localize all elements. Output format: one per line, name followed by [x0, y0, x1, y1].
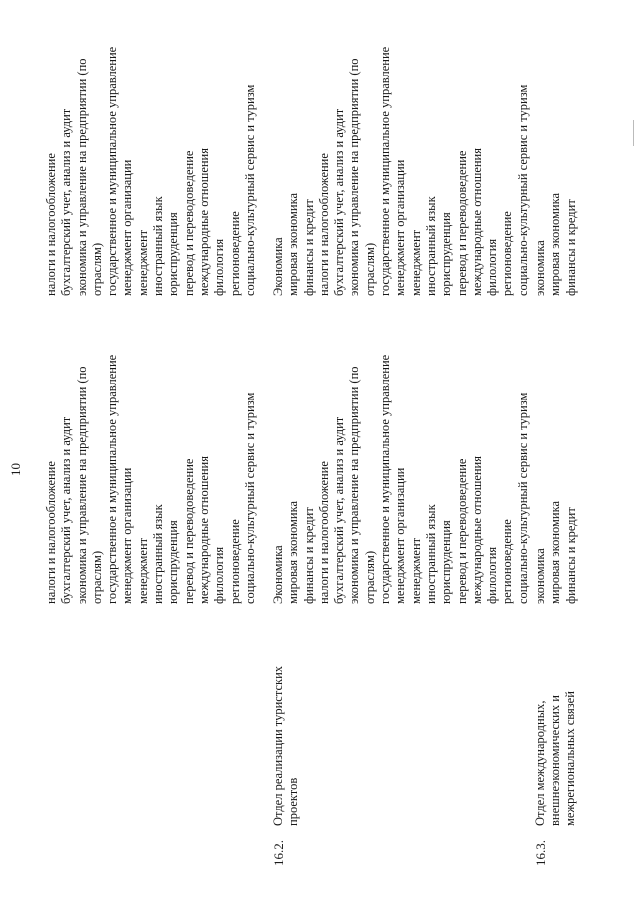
list-item: отраслям) [89, 242, 104, 296]
list-item: социально-культурный сервис и туризм [515, 392, 530, 604]
specialties-column-a [533, 304, 579, 604]
list-item: мировая экономика [548, 192, 563, 296]
list-item: международные отношения [196, 456, 211, 604]
list-item: менеджмент [135, 537, 150, 604]
list-item: экономика и управление на предприятии (по [347, 58, 362, 296]
list-item: мировая экономика [286, 500, 301, 604]
list-item: менеджмент организации [120, 467, 135, 604]
list-item: отраслям) [362, 242, 377, 296]
list-item: государственное и муниципальное управление [105, 354, 120, 604]
list-item: государственное и муниципальное управление [378, 354, 393, 604]
list-item: филология [485, 238, 500, 296]
list-item: международные отношения [196, 148, 211, 296]
list-item: менеджмент [135, 229, 150, 296]
list-item: государственное и муниципальное управление [378, 46, 393, 296]
list-item: регионоведение [500, 211, 515, 296]
list-item: регионоведение [500, 519, 515, 604]
list-item: экономика и управление на предприятии (по [74, 58, 89, 296]
list-item: филология [485, 546, 500, 604]
list-item: экономика и управление на предприятии (по [347, 366, 362, 604]
list-item: бухгалтерский учет, анализ и аудит [59, 416, 74, 604]
list-item: филология [212, 546, 227, 604]
list-item: отраслям) [362, 550, 377, 604]
department-name: Отдел международных, внешнеэкономических и межрегиональных связей [533, 691, 578, 826]
specialties-column-b [533, 0, 579, 296]
list-item: регионоведение [227, 211, 242, 296]
list-item: экономика [533, 548, 547, 604]
list-item: менеджмент [408, 229, 423, 296]
list-item: иностранный язык [151, 196, 166, 296]
list-item: мировая экономика [548, 500, 563, 604]
list-item: налоги и налогообложение [316, 153, 331, 296]
list-item: бухгалтерский учет, анализ и аудит [332, 416, 347, 604]
department-name: Отдел реализации туристских проектов [271, 665, 301, 826]
list-item: менеджмент организации [120, 159, 135, 296]
list-item: иностранный язык [423, 196, 438, 296]
specialties-column-b [44, 0, 258, 296]
list-item: филология [212, 238, 227, 296]
list-item: менеджмент [408, 537, 423, 604]
row-number: 16.2. [271, 840, 286, 866]
list-item: юриспруденция [166, 520, 181, 604]
list-item: перевод и переводоведение [181, 458, 196, 604]
list-item: мировая экономика [286, 192, 301, 296]
list-item: перевод и переводоведение [454, 150, 469, 296]
list-item: финансы и кредит [563, 199, 578, 296]
specialties-column-b [271, 0, 531, 296]
list-item: иностранный язык [423, 504, 438, 604]
list-item: юриспруденция [439, 520, 454, 604]
list-item: перевод и переводоведение [454, 458, 469, 604]
list-item: юриспруденция [439, 212, 454, 296]
rotated-page [8, 46, 586, 866]
list-item: социально-культурный сервис и туризм [515, 84, 530, 296]
list-item: отраслям) [89, 550, 104, 604]
list-item: менеджмент организации [393, 159, 408, 296]
list-item: юриспруденция [166, 212, 181, 296]
list-item: налоги и налогообложение [316, 461, 331, 604]
scan-edge-mark [633, 120, 634, 146]
row-number: 16.3. [533, 840, 548, 866]
specialties-column-a [271, 304, 531, 604]
list-item: экономика и управление на предприятии (по [74, 366, 89, 604]
list-item: перевод и переводоведение [181, 150, 196, 296]
list-item: Экономика [271, 545, 285, 604]
list-item: Экономика [271, 237, 285, 296]
list-item: финансы и кредит [301, 199, 316, 296]
page-number: 10 [8, 463, 23, 476]
list-item: международные отношения [469, 456, 484, 604]
list-item: иностранный язык [151, 504, 166, 604]
specialties-column-a [44, 304, 258, 604]
list-item: менеджмент организации [393, 467, 408, 604]
list-item: финансы и кредит [301, 507, 316, 604]
list-item: регионоведение [227, 519, 242, 604]
list-item: бухгалтерский учет, анализ и аудит [332, 108, 347, 296]
list-item: международные отношения [469, 148, 484, 296]
list-item: налоги и налогообложение [44, 153, 58, 296]
list-item: государственное и муниципальное управление [105, 46, 120, 296]
list-item: социально-культурный сервис и туризм [242, 84, 257, 296]
list-item: бухгалтерский учет, анализ и аудит [59, 108, 74, 296]
list-item: экономика [533, 240, 547, 296]
list-item: социально-культурный сервис и туризм [242, 392, 257, 604]
list-item: налоги и налогообложение [44, 461, 58, 604]
list-item: финансы и кредит [563, 507, 578, 604]
